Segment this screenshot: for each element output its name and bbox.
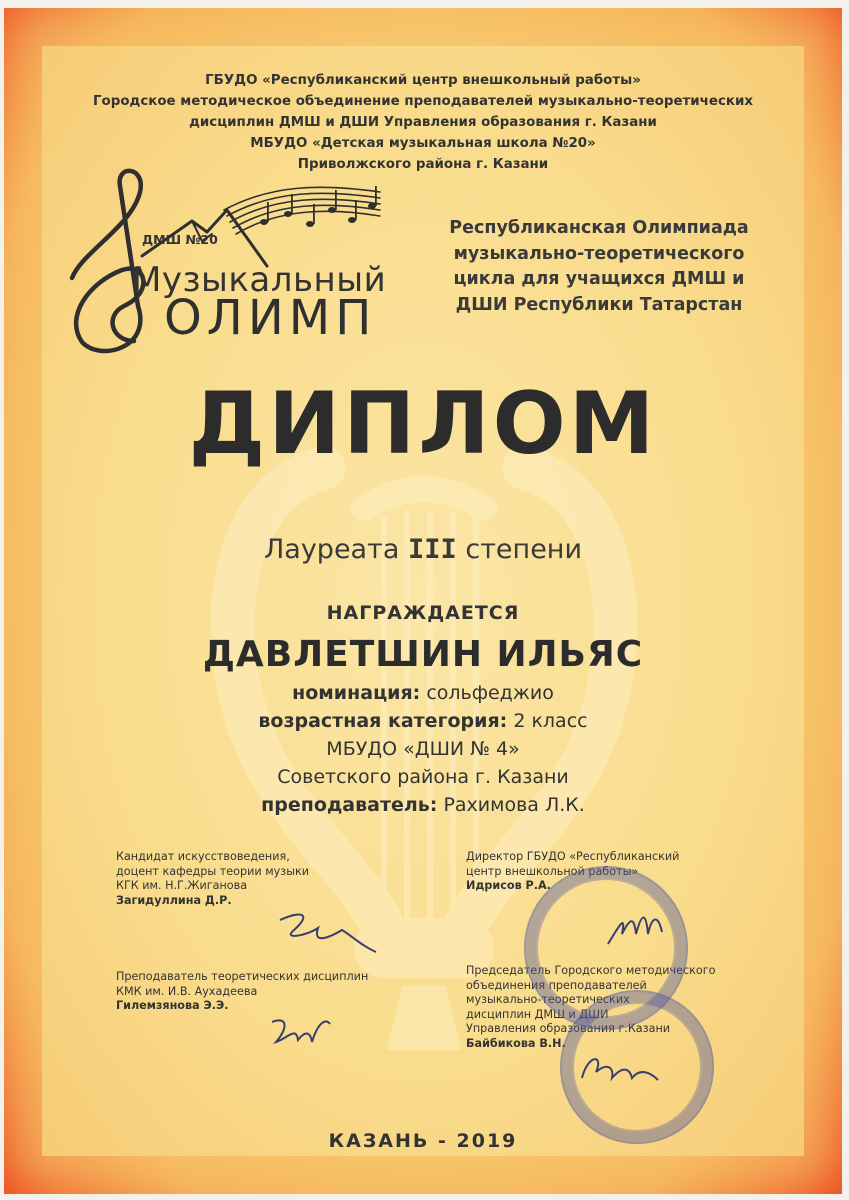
signatory-title-line: дисциплин ДМШ и ДШИ: [466, 1007, 609, 1021]
organizer-line: Приволжского района г. Казани: [297, 157, 549, 172]
school-line-1: МБУДО «ДШИ № 4»: [326, 738, 520, 760]
signatory-name: Гилемзянова Э.Э.: [116, 999, 229, 1012]
nomination-value: сольфеджио: [426, 682, 554, 704]
signatory-title-line: Директор ГБУДО «Республиканский: [466, 850, 680, 863]
recipient-name: ДАВЛЕТШИН ИЛЬЯС: [202, 634, 644, 675]
olympiad-title-block: [404, 216, 794, 318]
signatory-name: Идрисов Р.А.: [466, 879, 551, 892]
organizer-line: ГБУДО «Республиканский центр внешкольный работы»: [205, 73, 641, 88]
logo-title-line2: ОЛИМП: [164, 290, 377, 346]
olympiad-line: Республиканская Олимпиада: [449, 218, 749, 238]
laureate-degree-number: III: [407, 534, 457, 565]
nomination-line: [4, 682, 842, 704]
signatory-title-line: доцент кафедры теории музыки: [116, 864, 310, 878]
signatory-title-line: Преподаватель теоретических дисциплин: [116, 970, 369, 983]
signatory-title-line: Кандидат искусствоведения,: [116, 850, 290, 863]
signature-icon: [600, 904, 670, 954]
laureate-prefix: Лауреата: [263, 534, 400, 565]
organizer-line: дисциплин ДМШ и ДШИ Управления образования г. Казани: [189, 115, 657, 130]
teacher-line: [4, 794, 842, 816]
signatory-title-line: музыкально-теоретических: [466, 993, 630, 1006]
age-category-label: возрастная категория:: [258, 710, 508, 732]
laureate-suffix: степени: [465, 534, 583, 565]
olympiad-line: цикла для учащихся ДМШ и: [453, 269, 745, 289]
logo-school-number: ДМШ №20: [142, 232, 218, 247]
diploma-title: ДИПЛОМ: [188, 374, 658, 474]
olympiad-line: ДШИ Республики Татарстан: [455, 294, 743, 315]
signature-icon: [272, 906, 382, 966]
footer-city-year: КАЗАНЬ - 2019: [328, 1130, 518, 1152]
signatory-name: Байбикова В.Н.: [466, 1036, 566, 1050]
signature-icon: [266, 1012, 336, 1052]
signatory-left-2: [116, 970, 368, 1014]
signatory-title-line: Управления образования г.Казани: [466, 1022, 671, 1035]
nomination-label: номинация:: [292, 682, 421, 704]
signatory-title-line: Председатель Городского методического: [466, 964, 716, 977]
diploma-sheet: [4, 8, 842, 1194]
school-line-2: Советского района г. Казани: [277, 766, 569, 788]
signature-icon: [574, 1048, 664, 1092]
logo-title-line1: Музыкальный: [132, 260, 387, 300]
signatory-title-line: центр внешкольной работы»: [466, 864, 639, 878]
signatory-left-1: [116, 850, 309, 908]
organizers-block: [4, 70, 842, 175]
signatory-title-line: объединения преподавателей: [466, 978, 647, 992]
olympiad-line: музыкально-теоретического: [453, 243, 745, 264]
organizer-line: Городское методическое объединение преподавателей музыкально-теоретических: [93, 94, 753, 109]
organizer-line: МБУДО «Детская музыкальная школа №20»: [250, 136, 596, 151]
awarded-label: НАГРАЖДАЕТСЯ: [326, 602, 520, 624]
teacher-label: преподаватель:: [261, 794, 438, 816]
signatory-title-line: КГК им. Н.Г.Жиганова: [116, 879, 248, 892]
age-category-value: 2 класс: [513, 710, 588, 732]
age-category-line: [4, 710, 842, 732]
laureate-degree: [4, 534, 842, 565]
signatory-title-line: КМК им. И.В. Аухадеева: [116, 984, 258, 998]
signatory-name: Загидуллина Д.Р.: [116, 893, 232, 907]
teacher-value: Рахимова Л.К.: [443, 794, 585, 816]
